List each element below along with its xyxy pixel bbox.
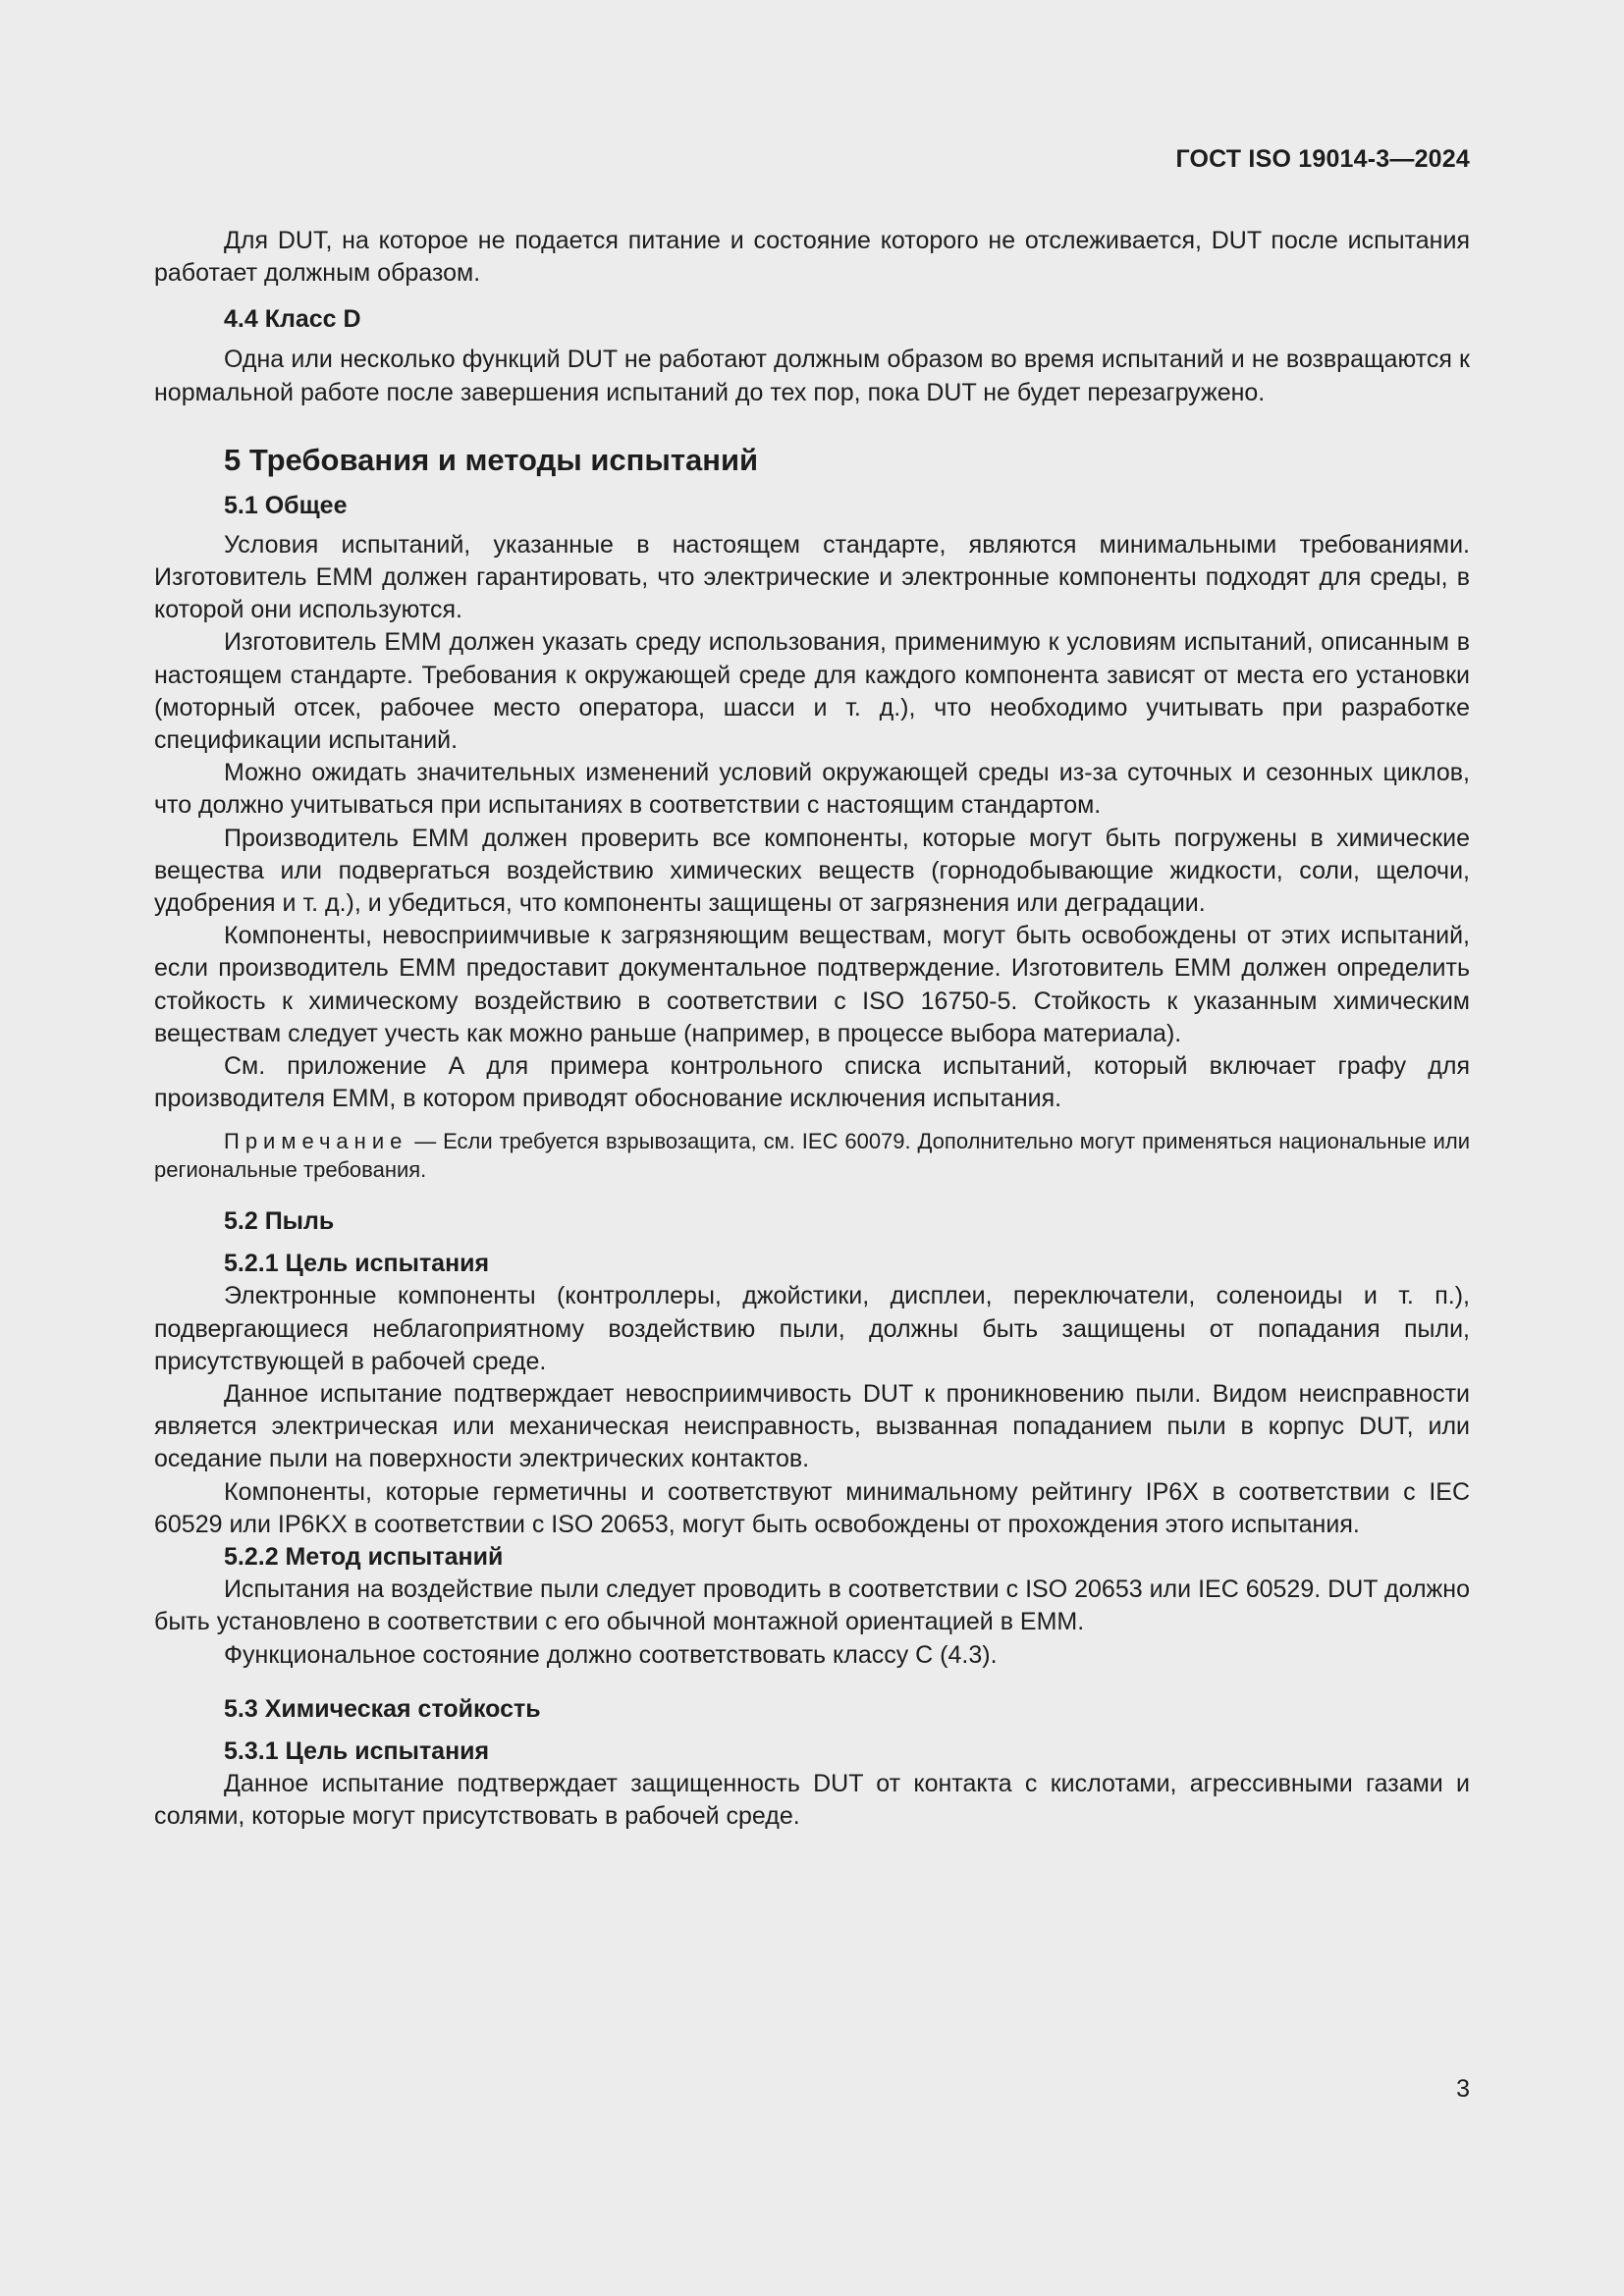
paragraph: Условия испытаний, указанные в настоящем стандарте, являются минимальными требованиями. Изготовитель ЕММ должен гарантировать, что электрические и электронные компоненты подходят для среды, в которой они используются. (154, 530, 1470, 624)
paragraph: Изготовитель ЕММ должен указать среду использования, применимую к условиям испытаний, описанным в настоящем стандарте. Требования к окружающей среде для каждого компонента зависят от места его установки (моторный отсек, рабочее место оператора, шасси и т. д.), что необходимо учитывать при разработке спецификации испытаний. (154, 628, 1470, 755)
paragraph: Компоненты, невосприимчивые к загрязняющим веществам, могут быть освобождены от этих испытаний, если производитель ЕММ предоставит документальное подтверждение. Изготовитель ЕММ должен определить стойкость к химическому воздействию в соответствии с ISO 16750-5. Стойкость к указанным химическим веществам следует учесть как можно раньше (например, в процессе выбора материала). (154, 922, 1470, 1047)
section-heading-5-2-1: 5.2.1 Цель испытания (224, 1250, 490, 1278)
paragraph: См. приложение А для примера контрольного списка испытаний, который включает графу для производителя ЕММ, в котором приводят обоснование исключения испытания. (154, 1052, 1470, 1113)
paragraph: Испытания на воздействие пыли следует проводить в соответствии с ISO 20653 или IEC 60529. DUT должно быть установлено в соответствии с его обычной монтажной ориентацией в ЕММ. (154, 1575, 1470, 1636)
paragraph: Функциональное состояние должно соответствовать классу С (4.3). (224, 1640, 998, 1669)
note (154, 1127, 1470, 1184)
paragraph: Данное испытание подтверждает защищенность DUT от контакта с кислотами, агрессивными газами и солями, которые могут присутствовать в рабочей среде. (154, 1769, 1470, 1830)
section-heading-5: 5 Требования и методы испытаний (224, 442, 759, 477)
note-text: — Если требуется взрывозащита, см. IEC 60079. Дополнительно могут применяться национальные или региональные требования. (154, 1129, 1470, 1183)
paragraph: Одна или несколько функций DUT не работают должным образом во время испытаний и не возвращаются к нормальной работе после завершения испытаний до тех пор, пока DUT не будет перезагружено. (154, 346, 1470, 406)
paragraph: Можно ожидать значительных изменений условий окружающей среды из-за суточных и сезонных циклов, что должно учитываться при испытаниях в соответствии с настоящим стандартом. (154, 759, 1470, 820)
paragraph: Компоненты, которые герметичны и соответствуют минимальному рейтингу IP6X в соответствии с IEC 60529 или IP6KX в соответствии с ISO 20653, могут быть освобождены от прохождения этого испытания. (154, 1477, 1470, 1538)
section-heading-5-2: 5.2 Пыль (224, 1207, 335, 1236)
section-heading-5-2-2: 5.2.2 Метод испытаний (224, 1543, 504, 1572)
paragraph: Для DUT, на которое не подается питание и состояние которого не отслеживается, DUT после испытания работает должным образом. (154, 227, 1470, 288)
page-number: 3 (1456, 2075, 1470, 2103)
section-heading-5-1: 5.1 Общее (224, 491, 348, 519)
paragraph: Данное испытание подтверждает невосприимчивость DUT к проникновению пыли. Видом неисправности является электрическая или механическая неисправность, вызванная попаданием пыли в корпус DUT, или оседание пыли на поверхности электрических контактов. (154, 1380, 1470, 1473)
note-label: Примечание (224, 1129, 408, 1154)
paragraph: Производитель ЕММ должен проверить все компоненты, которые могут быть погружены в химические вещества или подвергаться воздействию химических веществ (горнодобывающие жидкости, соли, щелочи, удобрения и т. д.), и убедиться, что компоненты защищены от загрязнения или деградации. (154, 824, 1470, 918)
document-header: ГОСТ ISO 19014-3—2024 (1175, 145, 1470, 173)
document-body (154, 0, 1470, 1833)
section-heading-5-3-1: 5.3.1 Цель испытания (224, 1736, 490, 1765)
section-heading-5-3: 5.3 Химическая стойкость (224, 1694, 541, 1723)
section-heading-4-4: 4.4 Класс D (224, 305, 361, 334)
paragraph: Электронные компоненты (контроллеры, джойстики, дисплеи, переключатели, соленоиды и т. п.), подвергающиеся неблагоприятному воздействию пыли, должны быть защищены от попадания пыли, присутствующей в рабочей среде. (154, 1282, 1470, 1375)
